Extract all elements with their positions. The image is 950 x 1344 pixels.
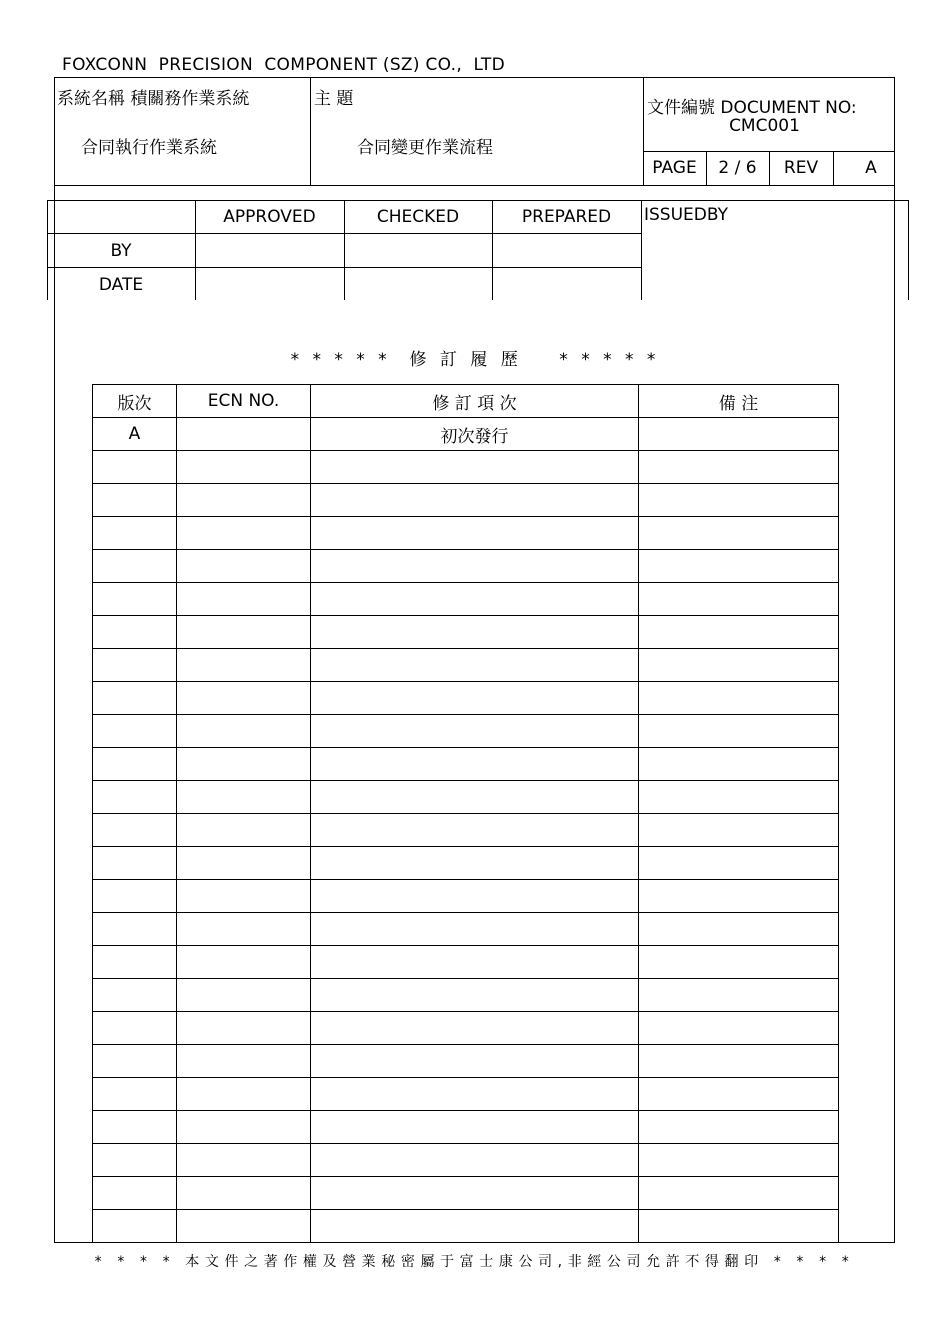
remarks-cell (639, 913, 839, 946)
remarks-cell (639, 946, 839, 979)
ecn-no-cell (177, 979, 311, 1012)
table-row (93, 1177, 839, 1210)
company-name: FOXCONN PRECISION COMPONENT (SZ) CO., LTD (62, 55, 505, 75)
ecn-no-cell (177, 1144, 311, 1177)
ecn-no-cell (177, 517, 311, 550)
ecn-no-cell (177, 748, 311, 781)
remarks-cell (639, 880, 839, 913)
ecn-no-cell (177, 583, 311, 616)
subject-label: 主 題 (314, 89, 354, 109)
version-cell (93, 517, 177, 550)
version-cell (93, 781, 177, 814)
issued-by-label: ISSUEDBY (644, 205, 728, 225)
remarks-cell (639, 451, 839, 484)
version-cell (93, 1210, 177, 1243)
remarks-cell (639, 781, 839, 814)
version-cell (93, 880, 177, 913)
ecn-no-cell (177, 781, 311, 814)
rev-label: REV (783, 158, 819, 178)
version-cell (93, 550, 177, 583)
version-cell (93, 484, 177, 517)
revision-item-cell (311, 814, 639, 847)
version-cell (93, 946, 177, 979)
table-row (93, 1144, 839, 1177)
version-cell (93, 847, 177, 880)
version-cell (93, 1111, 177, 1144)
ecn-no-cell (177, 1210, 311, 1243)
version-cell (93, 1144, 177, 1177)
version-cell (93, 748, 177, 781)
version-cell (93, 616, 177, 649)
version-cell (93, 814, 177, 847)
remarks-cell (639, 484, 839, 517)
table-row (93, 847, 839, 880)
table-row (93, 1111, 839, 1144)
revision-item-cell (311, 946, 639, 979)
column-header-remarks: 備 注 (639, 385, 839, 418)
revision-item-cell (311, 979, 639, 1012)
table-row (93, 913, 839, 946)
revision-item-cell (311, 550, 639, 583)
date-row-label: DATE (98, 275, 144, 295)
revision-item-cell (311, 682, 639, 715)
ecn-no-cell (177, 715, 311, 748)
revision-item-cell (311, 517, 639, 550)
confidentiality-footer: * * * * 本文件之著作權及營業秘密屬于富士康公司,非經公司允許不得翻印 * * * * (94, 1254, 855, 1270)
remarks-cell (639, 1210, 839, 1243)
version-cell (93, 1177, 177, 1210)
ecn-no-cell (177, 550, 311, 583)
table-row (93, 1012, 839, 1045)
approval-border (47, 233, 641, 234)
ecn-no-cell (177, 682, 311, 715)
page-label: PAGE (652, 158, 697, 178)
document-number-label: 文件編號 DOCUMENT NO: (647, 98, 857, 118)
prepared-column-header: PREPARED (521, 207, 612, 227)
version-cell (93, 451, 177, 484)
ecn-no-cell (177, 1045, 311, 1078)
table-row (93, 583, 839, 616)
revision-history-table (92, 384, 839, 1243)
remarks-cell (639, 550, 839, 583)
version-cell (93, 649, 177, 682)
remarks-cell (639, 847, 839, 880)
table-row (93, 418, 839, 451)
remarks-cell (639, 1177, 839, 1210)
revision-history-title: * * * * * 修 訂 履 歷 * * * * * (290, 350, 660, 370)
revision-item-cell (311, 1012, 639, 1045)
version-cell (93, 583, 177, 616)
ecn-no-cell (177, 814, 311, 847)
table-row (93, 1078, 839, 1111)
checked-column-header: CHECKED (376, 207, 460, 227)
table-row (93, 517, 839, 550)
version-cell (93, 715, 177, 748)
ecn-no-cell (177, 1111, 311, 1144)
revision-item-cell (311, 1144, 639, 1177)
version-cell (93, 979, 177, 1012)
ecn-no-cell (177, 880, 311, 913)
ecn-no-cell (177, 1078, 311, 1111)
approved-column-header: APPROVED (223, 207, 316, 227)
revision-item-cell (311, 616, 639, 649)
approval-border (908, 200, 909, 300)
revision-item-cell (311, 484, 639, 517)
revision-item-cell (311, 1045, 639, 1078)
revision-item-cell (311, 1111, 639, 1144)
table-row (93, 1045, 839, 1078)
version-cell (93, 1078, 177, 1111)
version-cell (93, 913, 177, 946)
table-row (93, 814, 839, 847)
ecn-no-cell (177, 616, 311, 649)
revision-item-cell: 初次發行 (311, 418, 639, 451)
by-row-label: BY (110, 241, 132, 261)
remarks-cell (639, 1045, 839, 1078)
table-row (93, 451, 839, 484)
ecn-no-cell (177, 649, 311, 682)
revision-item-cell (311, 583, 639, 616)
rev-value: A (865, 158, 877, 178)
page-value: 2 / 6 (718, 158, 757, 178)
table-row (93, 682, 839, 715)
header-divider (310, 77, 311, 185)
table-row (93, 946, 839, 979)
subject-value: 合同變更作業流程 (357, 138, 493, 158)
header-divider (54, 185, 895, 186)
ecn-no-cell (177, 847, 311, 880)
approval-border (47, 267, 641, 268)
revision-item-cell (311, 1177, 639, 1210)
table-row (93, 649, 839, 682)
revision-item-cell (311, 781, 639, 814)
system-name-label: 系統名稱 積關務作業系統 (57, 89, 250, 109)
document-number-value: CMC001 (729, 116, 800, 136)
column-header-ecn-no: ECN NO. (177, 385, 311, 418)
remarks-cell (639, 649, 839, 682)
revision-item-cell (311, 715, 639, 748)
revision-item-cell (311, 748, 639, 781)
table-row (93, 979, 839, 1012)
ecn-no-cell (177, 1177, 311, 1210)
ecn-no-cell (177, 451, 311, 484)
remarks-cell (639, 979, 839, 1012)
revision-item-cell (311, 847, 639, 880)
remarks-cell (639, 418, 839, 451)
ecn-no-cell (177, 913, 311, 946)
remarks-cell (639, 814, 839, 847)
table-row (93, 1210, 839, 1243)
table-row (93, 880, 839, 913)
revision-item-cell (311, 880, 639, 913)
version-cell (93, 1045, 177, 1078)
remarks-cell (639, 682, 839, 715)
remarks-cell (639, 616, 839, 649)
table-row (93, 748, 839, 781)
remarks-cell (639, 517, 839, 550)
version-cell (93, 682, 177, 715)
table-header-row (93, 385, 839, 418)
remarks-cell (639, 583, 839, 616)
remarks-cell (639, 1111, 839, 1144)
version-cell: A (93, 418, 177, 451)
ecn-no-cell (177, 946, 311, 979)
revision-item-cell (311, 649, 639, 682)
table-row (93, 484, 839, 517)
table-row (93, 715, 839, 748)
ecn-no-cell (177, 484, 311, 517)
revision-item-cell (311, 451, 639, 484)
ecn-no-cell (177, 418, 311, 451)
remarks-cell (639, 715, 839, 748)
remarks-cell (639, 1012, 839, 1045)
approval-border (641, 200, 642, 300)
column-header-version: 版次 (93, 385, 177, 418)
revision-item-cell (311, 1078, 639, 1111)
version-cell (93, 1012, 177, 1045)
remarks-cell (639, 748, 839, 781)
table-row (93, 781, 839, 814)
table-row (93, 616, 839, 649)
revision-item-cell (311, 1210, 639, 1243)
column-header-revision-item: 修 訂 項 次 (311, 385, 639, 418)
remarks-cell (639, 1144, 839, 1177)
remarks-cell (639, 1078, 839, 1111)
approval-border (47, 200, 908, 201)
revision-item-cell (311, 913, 639, 946)
ecn-no-cell (177, 1012, 311, 1045)
table-row (93, 550, 839, 583)
system-name-value: 合同執行作業系統 (81, 138, 217, 158)
